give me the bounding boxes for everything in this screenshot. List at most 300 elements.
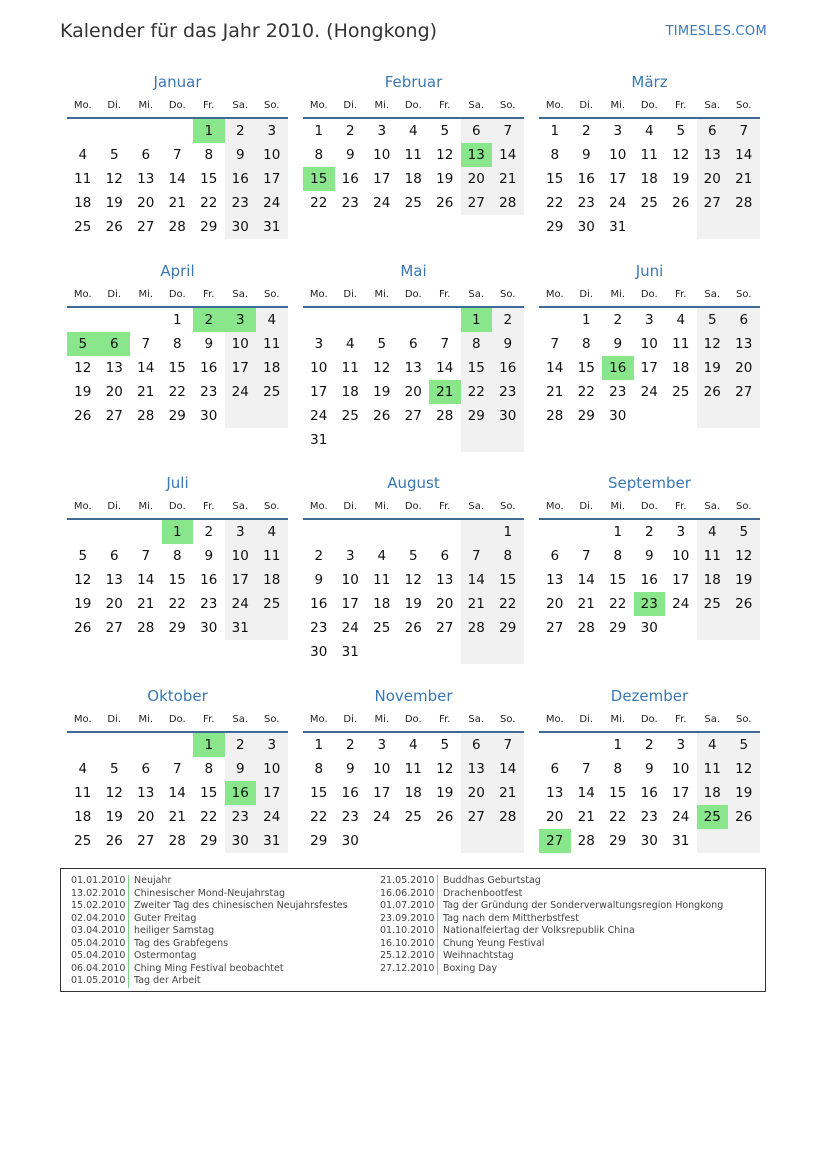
- day-cell: 27: [697, 191, 729, 215]
- weekday-label: So.: [736, 501, 752, 512]
- weekday-label: Di.: [579, 100, 594, 111]
- day-cell: 14: [168, 785, 186, 801]
- day-grid: [67, 733, 288, 853]
- weekday-header: [67, 712, 288, 728]
- day-cell: 14: [577, 572, 595, 588]
- legend-column-right: [380, 875, 723, 975]
- day-cell: 31: [341, 644, 359, 660]
- day-cell: 13: [728, 332, 760, 356]
- day-cell: 25: [256, 592, 288, 616]
- day-cell: 16: [341, 171, 359, 187]
- day-cell: 18: [341, 384, 359, 400]
- day-cell: 14: [492, 143, 524, 167]
- weekday-label: Do.: [404, 714, 422, 725]
- day-cell: 25: [672, 384, 690, 400]
- weekday-label: Do.: [640, 100, 658, 111]
- day-cell: 30: [225, 829, 257, 853]
- day-cell: 10: [256, 143, 288, 167]
- day-cell: 11: [672, 336, 690, 352]
- day-blank: [461, 640, 493, 664]
- weekday-label: Do.: [168, 714, 186, 725]
- weekday-label: Mi.: [138, 501, 154, 512]
- day-cell: 1: [550, 123, 560, 139]
- legend-item: [71, 913, 348, 926]
- day-cell: 14: [546, 360, 564, 376]
- day-grid: [539, 308, 760, 428]
- weekday-label: Mo.: [545, 714, 564, 725]
- day-blank: [67, 520, 99, 544]
- legend-marker: [437, 925, 438, 938]
- legend-holiday-name: Neujahr: [134, 875, 172, 886]
- day-cell: 14: [461, 568, 493, 592]
- legend-marker: [437, 913, 438, 926]
- day-cell-holiday: 16: [602, 356, 634, 380]
- holiday-legend: [60, 868, 766, 992]
- month-1: [67, 72, 288, 239]
- day-cell: 25: [373, 620, 391, 636]
- day-cell: 20: [105, 596, 123, 612]
- day-blank: [665, 215, 697, 239]
- day-blank: [99, 733, 131, 757]
- day-cell: 26: [697, 380, 729, 404]
- weekday-label: Sa.: [704, 501, 721, 512]
- day-blank: [429, 829, 461, 853]
- day-cell: 2: [225, 119, 257, 143]
- day-blank: [130, 308, 162, 332]
- day-cell: 18: [373, 596, 391, 612]
- weekday-label: Fr.: [675, 714, 687, 725]
- day-cell: 13: [546, 785, 564, 801]
- weekday-label: Mi.: [138, 714, 154, 725]
- day-cell: 12: [728, 544, 760, 568]
- day-cell: 11: [404, 761, 422, 777]
- day-blank: [256, 404, 288, 428]
- day-blank: [67, 733, 99, 757]
- day-cell: 26: [436, 195, 454, 211]
- legend-column-left: [71, 875, 348, 988]
- day-cell: 4: [256, 308, 288, 332]
- day-blank: [697, 404, 729, 428]
- day-cell: 17: [341, 596, 359, 612]
- weekday-label: Mo.: [73, 714, 92, 725]
- day-cell: 12: [74, 360, 92, 376]
- day-cell: 7: [492, 119, 524, 143]
- day-cell: 19: [436, 171, 454, 187]
- legend-date: 15.02.2010: [71, 900, 126, 911]
- weekday-label: Di.: [579, 289, 594, 300]
- day-cell: 19: [74, 596, 92, 612]
- month-8: [303, 473, 524, 664]
- day-cell: 6: [550, 761, 560, 777]
- day-cell: 8: [461, 332, 493, 356]
- day-cell: 3: [256, 119, 288, 143]
- day-cell: 31: [609, 219, 627, 235]
- day-cell: 27: [728, 380, 760, 404]
- day-blank: [303, 520, 335, 544]
- day-cell: 5: [440, 737, 450, 753]
- day-cell: 5: [440, 123, 450, 139]
- legend-item: [380, 900, 723, 913]
- day-cell: 10: [609, 147, 627, 163]
- day-blank: [366, 520, 398, 544]
- day-blank: [539, 733, 571, 757]
- day-cell: 20: [105, 384, 123, 400]
- legend-holiday-name: heiliger Samstag: [134, 925, 215, 936]
- legend-holiday-name: Boxing Day: [443, 962, 498, 974]
- day-cell: 3: [314, 336, 324, 352]
- weekday-label: Mo.: [309, 714, 328, 725]
- weekday-label: Fr.: [203, 289, 215, 300]
- day-cell: 29: [461, 404, 493, 428]
- day-cell: 31: [256, 215, 288, 239]
- weekday-label: So.: [500, 501, 516, 512]
- month-name: November: [374, 687, 453, 705]
- day-blank: [162, 119, 194, 143]
- day-cell: 21: [492, 781, 524, 805]
- weekday-label: Di.: [107, 714, 122, 725]
- weekday-label: Mo.: [309, 501, 328, 512]
- day-blank: [728, 829, 760, 853]
- month-5: [303, 261, 524, 452]
- day-cell: 8: [613, 761, 623, 777]
- day-cell: 29: [200, 219, 218, 235]
- day-cell: 27: [461, 191, 493, 215]
- day-cell: 12: [105, 785, 123, 801]
- legend-marker: [128, 950, 129, 963]
- day-cell: 15: [200, 171, 218, 187]
- day-cell: 17: [373, 171, 391, 187]
- day-cell: 7: [728, 119, 760, 143]
- day-blank: [539, 520, 571, 544]
- day-cell: 12: [697, 332, 729, 356]
- day-cell: 18: [404, 785, 422, 801]
- day-cell: 24: [341, 620, 359, 636]
- day-cell-holiday: 2: [193, 308, 225, 332]
- day-blank: [398, 308, 430, 332]
- weekday-label: Mo.: [309, 100, 328, 111]
- day-cell: 11: [373, 572, 391, 588]
- weekday-label: Do.: [168, 289, 186, 300]
- legend-date: 23.09.2010: [380, 912, 435, 924]
- day-cell: 17: [672, 785, 690, 801]
- day-cell: 9: [644, 548, 654, 564]
- day-cell: 8: [550, 147, 560, 163]
- weekday-label: Sa.: [232, 714, 249, 725]
- day-blank: [130, 520, 162, 544]
- day-cell: 30: [310, 644, 328, 660]
- legend-item: [71, 888, 348, 901]
- weekday-label: Sa.: [232, 100, 249, 111]
- day-blank: [429, 640, 461, 664]
- legend-marker: [437, 963, 438, 976]
- day-cell: 14: [137, 360, 155, 376]
- month-name: Dezember: [610, 687, 689, 705]
- weekday-label: So.: [500, 100, 516, 111]
- day-cell: 30: [640, 620, 658, 636]
- day-blank: [162, 733, 194, 757]
- weekday-label: Mi.: [374, 714, 390, 725]
- day-cell: 19: [105, 809, 123, 825]
- day-cell: 29: [609, 620, 627, 636]
- day-cell: 25: [404, 809, 422, 825]
- day-cell: 11: [640, 147, 658, 163]
- day-cell-holiday: 23: [634, 592, 666, 616]
- day-cell: 21: [577, 809, 595, 825]
- day-grid: [303, 308, 524, 452]
- day-cell: 23: [640, 809, 658, 825]
- day-cell: 8: [492, 544, 524, 568]
- day-cell: 29: [168, 408, 186, 424]
- day-cell: 26: [105, 219, 123, 235]
- day-cell: 14: [577, 785, 595, 801]
- day-blank: [697, 829, 729, 853]
- weekday-label: Mo.: [73, 289, 92, 300]
- day-cell: 3: [377, 737, 387, 753]
- day-cell: 11: [697, 544, 729, 568]
- weekday-label: So.: [264, 100, 280, 111]
- day-cell: 15: [546, 171, 564, 187]
- day-cell: 4: [697, 733, 729, 757]
- day-cell: 29: [577, 408, 595, 424]
- day-cell: 18: [256, 568, 288, 592]
- day-cell: 4: [345, 336, 355, 352]
- month-name: Februar: [384, 73, 443, 91]
- day-cell: 16: [200, 360, 218, 376]
- day-cell: 17: [640, 360, 658, 376]
- day-cell: 24: [609, 195, 627, 211]
- day-grid: [67, 520, 288, 640]
- legend-holiday-name: Chinesischer Mond-Neujahrstag: [134, 887, 286, 899]
- day-cell: 28: [728, 191, 760, 215]
- day-blank: [366, 428, 398, 452]
- weekday-label: Sa.: [468, 289, 485, 300]
- day-cell: 19: [74, 384, 92, 400]
- day-cell: 17: [672, 572, 690, 588]
- day-cell: 10: [225, 544, 257, 568]
- day-blank: [303, 308, 335, 332]
- day-cell: 10: [640, 336, 658, 352]
- day-cell: 3: [676, 737, 686, 753]
- day-cell: 3: [377, 123, 387, 139]
- day-cell: 10: [310, 360, 328, 376]
- day-cell: 29: [168, 620, 186, 636]
- weekday-label: So.: [500, 714, 516, 725]
- legend-marker: [128, 900, 129, 913]
- month-name: September: [608, 474, 691, 492]
- day-cell: 7: [461, 544, 493, 568]
- day-cell: 5: [109, 147, 119, 163]
- weekday-label: Do.: [640, 714, 658, 725]
- legend-holiday-name: Tag der Arbeit: [134, 975, 201, 986]
- legend-marker: [128, 875, 129, 888]
- day-cell: 12: [373, 360, 391, 376]
- day-cell: 24: [310, 408, 328, 424]
- weekday-label: Di.: [107, 289, 122, 300]
- day-cell: 25: [74, 833, 92, 849]
- day-cell: 19: [728, 568, 760, 592]
- day-cell: 21: [461, 592, 493, 616]
- day-cell: 26: [436, 809, 454, 825]
- weekday-label: So.: [264, 289, 280, 300]
- legend-holiday-name: Drachenbootfest: [443, 887, 523, 899]
- day-cell: 9: [644, 761, 654, 777]
- legend-item: [380, 875, 723, 888]
- weekday-label: So.: [264, 501, 280, 512]
- day-cell: 21: [492, 167, 524, 191]
- day-cell: 15: [200, 785, 218, 801]
- day-grid: [303, 733, 524, 853]
- day-cell: 5: [78, 548, 88, 564]
- day-cell: 2: [613, 312, 623, 328]
- weekday-header: [303, 98, 524, 114]
- day-cell-holiday: 5: [67, 332, 99, 356]
- day-blank: [665, 616, 697, 640]
- day-cell: 13: [137, 171, 155, 187]
- day-cell: 10: [373, 147, 391, 163]
- legend-date: 21.05.2010: [380, 875, 435, 886]
- legend-marker: [128, 925, 129, 938]
- day-cell: 8: [314, 761, 324, 777]
- day-blank: [398, 640, 430, 664]
- day-cell: 23: [609, 384, 627, 400]
- day-cell: 4: [697, 520, 729, 544]
- legend-holiday-name: Buddhas Geburtstag: [443, 875, 541, 886]
- day-cell: 28: [577, 833, 595, 849]
- page-title: Kalender für das Jahr 2010. (Hongkong): [60, 20, 438, 42]
- day-cell: 21: [168, 195, 186, 211]
- day-cell: 13: [105, 572, 123, 588]
- month-name: Juli: [166, 474, 189, 492]
- day-blank: [429, 520, 461, 544]
- day-cell: 29: [609, 833, 627, 849]
- day-cell: 6: [697, 119, 729, 143]
- day-cell: 9: [204, 336, 214, 352]
- day-cell: 16: [640, 572, 658, 588]
- weekday-label: Di.: [343, 714, 358, 725]
- weekday-label: Do.: [404, 289, 422, 300]
- day-cell: 15: [492, 568, 524, 592]
- day-cell: 29: [200, 833, 218, 849]
- day-cell: 15: [609, 785, 627, 801]
- day-cell: 26: [728, 592, 760, 616]
- day-cell: 23: [310, 620, 328, 636]
- legend-item: [380, 963, 723, 976]
- day-cell: 14: [436, 360, 454, 376]
- day-cell: 11: [256, 332, 288, 356]
- day-blank: [634, 215, 666, 239]
- legend-date: 01.10.2010: [380, 925, 435, 936]
- legend-date: 05.04.2010: [71, 937, 126, 949]
- day-blank: [697, 616, 729, 640]
- day-cell: 14: [137, 572, 155, 588]
- legend-marker: [437, 875, 438, 888]
- day-cell: 31: [310, 432, 328, 448]
- day-cell: 15: [310, 785, 328, 801]
- legend-item: [380, 913, 723, 926]
- day-cell: 27: [105, 620, 123, 636]
- day-cell: 12: [74, 572, 92, 588]
- day-cell: 20: [404, 384, 422, 400]
- day-cell: 3: [676, 524, 686, 540]
- legend-holiday-name: Tag nach dem Mittherbstfest: [443, 912, 579, 924]
- weekday-label: So.: [264, 714, 280, 725]
- day-cell: 20: [728, 356, 760, 380]
- legend-item: [71, 875, 348, 888]
- day-blank: [130, 119, 162, 143]
- day-cell: 15: [168, 572, 186, 588]
- legend-date: 01.05.2010: [71, 975, 126, 986]
- day-cell: 24: [672, 809, 690, 825]
- month-name: Oktober: [147, 687, 208, 705]
- day-cell: 2: [204, 524, 214, 540]
- weekday-header: [67, 287, 288, 303]
- day-cell: 28: [168, 219, 186, 235]
- weekday-label: Sa.: [704, 714, 721, 725]
- weekday-label: Di.: [107, 100, 122, 111]
- weekday-label: Fr.: [203, 501, 215, 512]
- day-cell: 7: [581, 548, 591, 564]
- day-cell: 5: [728, 520, 760, 544]
- day-blank: [225, 404, 257, 428]
- day-blank: [398, 520, 430, 544]
- day-cell: 2: [581, 123, 591, 139]
- day-cell: 9: [204, 548, 214, 564]
- day-blank: [366, 829, 398, 853]
- legend-item: [71, 963, 348, 976]
- day-grid: [539, 119, 760, 239]
- day-cell: 9: [492, 332, 524, 356]
- day-cell: 18: [404, 171, 422, 187]
- day-cell: 19: [728, 781, 760, 805]
- day-cell: 24: [672, 596, 690, 612]
- weekday-label: Mi.: [138, 289, 154, 300]
- day-cell: 23: [341, 809, 359, 825]
- day-cell: 2: [644, 524, 654, 540]
- weekday-label: Di.: [343, 100, 358, 111]
- day-cell: 17: [225, 356, 257, 380]
- legend-holiday-name: Tag des Grabfegens: [134, 937, 229, 949]
- day-cell: 6: [550, 548, 560, 564]
- legend-marker: [437, 938, 438, 951]
- day-blank: [335, 520, 367, 544]
- day-blank: [571, 520, 603, 544]
- day-cell: 20: [546, 596, 564, 612]
- day-blank: [697, 215, 729, 239]
- weekday-label: Mi.: [610, 289, 626, 300]
- day-blank: [67, 119, 99, 143]
- day-cell: 30: [200, 408, 218, 424]
- day-cell: 19: [105, 195, 123, 211]
- day-blank: [67, 308, 99, 332]
- day-cell: 7: [172, 147, 182, 163]
- day-cell: 21: [546, 384, 564, 400]
- day-cell: 22: [168, 384, 186, 400]
- day-cell: 29: [310, 833, 328, 849]
- day-cell: 4: [676, 312, 686, 328]
- day-cell: 25: [341, 408, 359, 424]
- day-cell: 20: [436, 596, 454, 612]
- day-cell: 14: [728, 143, 760, 167]
- day-cell: 26: [672, 195, 690, 211]
- month-4: [67, 261, 288, 428]
- day-cell: 22: [492, 592, 524, 616]
- day-cell: 16: [225, 167, 257, 191]
- day-cell: 13: [137, 785, 155, 801]
- brand-link[interactable]: TIMESLES.COM: [665, 24, 767, 39]
- legend-date: 02.04.2010: [71, 912, 126, 924]
- day-cell: 6: [728, 308, 760, 332]
- day-cell: 7: [550, 336, 560, 352]
